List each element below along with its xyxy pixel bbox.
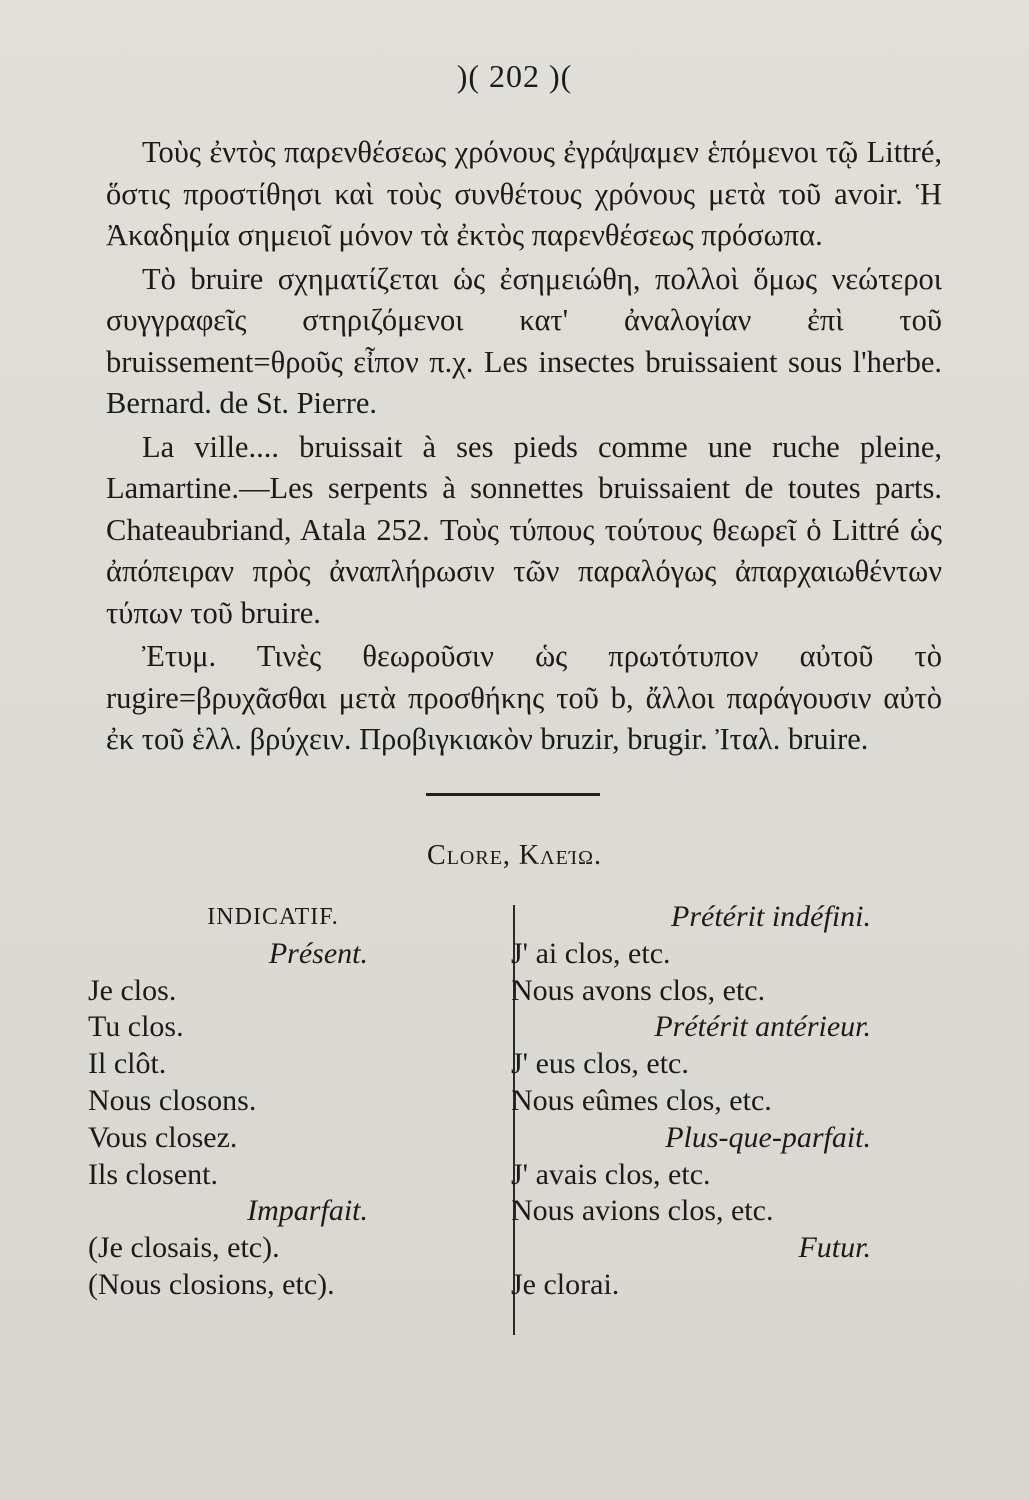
section-title: Clore, Κλείω. — [427, 840, 602, 871]
conjugation-line: (Je closais, etc). — [88, 1231, 280, 1265]
conjugation-line: Nous avons clos, etc. — [511, 973, 766, 1007]
paragraph-bruire-examples: La ville.... bruissait à ses pieds comme une ruche pleine, Lamartine.—Les serpents à sonnettes bruissaient de toutes parts. Chateaubriand, Atala 252. Τοὺς τύπους τούτους θεωρεῖ ὁ Littré ὡς ἀπόπειραν πρὸς ἀναπλήρωσιν τῶν παραλόγως ἀπαρχαιωθέντων τύπων τοῦ bruire. — [106, 429, 942, 630]
section-rule — [426, 793, 600, 796]
mood-heading: INDICATIF. — [207, 904, 339, 930]
conjugation-line: Tu clos. — [88, 1010, 184, 1044]
conjugation-line: Nous eûmes clos, etc. — [511, 1083, 772, 1117]
conjugation-line: Il clôt. — [88, 1047, 167, 1081]
conjugation-left-column — [88, 899, 498, 1304]
conjugation-right-column — [511, 899, 941, 1304]
conjugation-line: (Nous closions, etc). — [88, 1267, 335, 1301]
tense-heading-imparfait: Imparfait. — [247, 1194, 368, 1228]
conjugation-line: Vous closez. — [88, 1120, 238, 1154]
tense-heading-preterit-indefini: Prétérit indéfini. — [671, 900, 871, 933]
tense-heading-present: Présent. — [268, 936, 368, 970]
tense-heading-futur: Futur. — [798, 1231, 871, 1265]
conjugation-line: Ils closent. — [88, 1157, 218, 1191]
conjugation-line: J' ai clos, etc. — [511, 936, 671, 970]
conjugation-line: Je clos. — [88, 973, 177, 1007]
paragraph-littre-note: Τοὺς ἐντὸς παρενθέσεως χρόνους ἐγράψαμεν ἑπόμενοι τῷ Littré, ὅστις προστίθησι καὶ τοὺς συνθέτους χρόνους μετὰ τοῦ avoir. Ἡ Ἀκαδημία σημειοῖ μόνον τὰ ἐκτὸς παρενθέσεως πρόσωπα. — [106, 135, 942, 252]
paragraph-bruire-formation: Τὸ bruire σχηματίζεται ὡς ἐσημειώθη, πολλοὶ ὅμως νεώτεροι συγγραφεῖς στηριζόμενοι κατ' ἀναλογίαν ἐπὶ τοῦ bruissement=θροῦς εἶπον π.χ. Les insectes bruissaient sous l'herbe. Bernard. de St. Pierre. — [106, 261, 942, 420]
conjugation-line: J' eus clos, etc. — [511, 1047, 689, 1081]
paragraph-etymology: Ἐτυμ. Τινὲς θεωροῦσιν ὡς πρωτότυπον αὐτοῦ τὸ rugire=βρυχᾶσθαι μετὰ προσθήκης τοῦ b, ἄλλοι παράγουσιν αὐτὸ ἐκ τοῦ ἑλλ. βρύχειν. Προβιγκιακὸν bruzir, brugir. Ἰταλ. bruire. — [106, 639, 942, 756]
page-number: )( 202 )( — [456, 58, 573, 94]
conjugation-line: Je clorai. — [511, 1267, 620, 1301]
conjugation-line: Nous closons. — [88, 1083, 257, 1117]
conjugation-line: Nous avions clos, etc. — [511, 1194, 774, 1228]
tense-heading-plus-que-parfait: Plus-que-parfait. — [665, 1120, 871, 1154]
tense-heading-preterit-anterieur: Prétérit antérieur. — [654, 1010, 871, 1044]
conjugation-line: J' avais clos, etc. — [511, 1157, 711, 1191]
body-text — [106, 132, 942, 761]
